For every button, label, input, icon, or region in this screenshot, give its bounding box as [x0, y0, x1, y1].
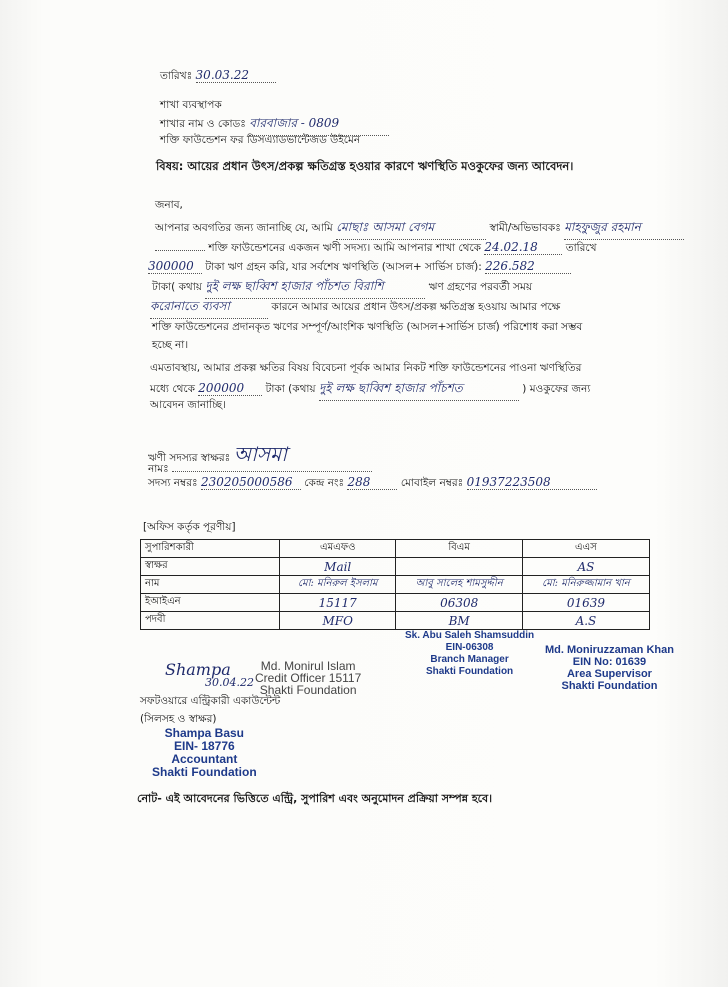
body-text: আপনার অবগতির জন্য জানাচ্ছি যে, আমি	[155, 222, 333, 234]
center-value: 288	[347, 475, 397, 490]
row-label: পদবী	[141, 612, 280, 630]
loan-date-value: 24.02.18	[484, 240, 562, 255]
table-row	[141, 540, 650, 558]
stamp-name: Sk. Abu Saleh Shamsuddin	[405, 630, 535, 641]
stamp-name: Md. Moniruzzaman Khan	[545, 644, 674, 656]
accountant-stamp	[152, 727, 257, 779]
body-p2-line-1: এমতাবস্থায়, আমার প্রকল্প ক্ষতির বিষয় বিবেচনা পূর্বক আমার নিকট শক্তি ফাউন্ডেশনের পাওনা ঋণস্থিতির	[150, 362, 582, 374]
table-cell: 15117	[280, 594, 396, 612]
stamp-name: Md. Monirul Islam	[260, 659, 356, 673]
table-row	[141, 576, 650, 594]
accountant-signature: Shampa	[165, 660, 231, 679]
body-text: টাকা( কথায়	[152, 281, 202, 293]
member-sign-label: ঋণী সদস্যর স্বাক্ষরঃ	[148, 452, 231, 464]
member-signature: আসমা	[233, 442, 288, 466]
stamp-title: Area Supervisor	[566, 668, 652, 680]
row-label: নাম	[141, 576, 280, 594]
table-cell: Mail	[280, 558, 396, 576]
bm-stamp	[405, 630, 534, 678]
stamp-title: Branch Manager	[430, 654, 509, 665]
stamp-org: Shakti Foundation	[561, 680, 658, 692]
member-name-value: মোছাঃ আসমা বেগম	[336, 219, 486, 240]
body-line-5	[150, 298, 560, 319]
stamp-name: Shampa Basu	[164, 726, 245, 740]
member-number-row	[148, 475, 597, 493]
table-row	[141, 558, 650, 576]
office-heading: [অফিস কর্তৃক পূরণীয়]	[143, 521, 236, 533]
mobile-value: 01937223508	[467, 475, 597, 490]
row-label: ইআইএন	[141, 594, 280, 612]
balance-words-value: দুই লক্ষ ছাব্বিশ হাজার পাঁচশত বিরাশি	[205, 278, 425, 299]
subject-line: বিষয়: আয়ের প্রধান উৎস/প্রকল্প ক্ষতিগ্রস্ত হওয়ার কারণে ঋণস্থিতি মওকুফের জন্য আবেদন।	[156, 159, 574, 173]
col-header: এএস	[522, 540, 649, 558]
col-header: সুপারিশকারী	[141, 540, 280, 558]
mobile-label: মোবাইল নম্বরঃ	[400, 477, 464, 489]
accountant-seal-note: (সিলসহ ও স্বাক্ষর)	[140, 713, 217, 725]
body-text: শক্তি ফাউন্ডেশনের একজন ঋণী সদস্য। আমি আপনার শাখা থেকে	[208, 242, 482, 254]
body-text: তারিখে	[565, 242, 597, 254]
table-cell: মো: মনিরুল ইসলাম	[280, 576, 396, 594]
body-text: স্বামী/অভিভাবকঃ	[489, 222, 561, 234]
stamp-org: Shakti Foundation	[259, 683, 357, 697]
org-line: শক্তি ফাউন্ডেশন ফর ডিসএ্যাডভান্টেজড উইমেন	[160, 134, 361, 146]
stamp-title: Accountant	[171, 752, 238, 766]
body-line-1	[155, 219, 684, 240]
branch-label: শাখার নাম ও কোডঃ	[160, 118, 246, 130]
table-cell: BM	[396, 612, 522, 630]
table-cell: AS	[522, 558, 649, 576]
table-row	[141, 594, 650, 612]
col-header: বিএম	[396, 540, 522, 558]
stamp-org: Shakti Foundation	[425, 666, 514, 677]
table-cell: 06308	[396, 594, 522, 612]
body-line-7: হচ্ছে না।	[152, 339, 189, 351]
table-cell	[396, 558, 522, 576]
body-line-6: শক্তি ফাউন্ডেশনের প্রদানকৃত ঋণের সম্পূর্ণ/আংশিক ঋণস্থিতি (আসল+সার্ভিস চার্জ) পরিশোধ করা সম্ভব	[152, 321, 583, 333]
date-label: তারিখঃ	[160, 70, 193, 82]
waiver-words-value: দুই লক্ষ ছাব্বিশ হাজার পাঁচশত	[319, 380, 519, 401]
body-text: ঋণ গ্রহণের পরবর্তী সময়	[428, 281, 533, 293]
date-value: 30.03.22	[196, 68, 276, 83]
footer-note: নোট- এই আবেদনের ভিত্তিতে এন্ট্রি, সুপারিশ এবং অনুমোদন প্রক্রিয়া সম্পন্ন হবে।	[137, 792, 493, 805]
stamp-ein: EIN No: 01639	[572, 656, 647, 668]
body-text: মধ্যে থেকে	[150, 383, 195, 395]
salutation: জনাব,	[155, 199, 183, 211]
body-text: কারনে আমার আয়ের প্রধান উৎস/প্রকল্প ক্ষতিগ্রস্ত হওয়ায় আমার পক্ষে	[271, 301, 561, 313]
body-line-2	[155, 240, 597, 258]
table-cell: মো: মনিরুজ্জামান খান	[522, 576, 649, 594]
member-name-label: নামঃ	[148, 463, 169, 475]
cause-value: করোনাতে ব্যবসা	[150, 298, 268, 319]
balance-value: 226.582	[485, 259, 571, 274]
body-text: টাকা (কথায়	[265, 383, 316, 395]
body-line-4	[152, 278, 532, 299]
table-row	[141, 612, 650, 630]
member-number-value: 230205000586	[201, 475, 301, 490]
addressee: শাখা ব্যবস্থাপক	[160, 99, 222, 111]
center-label: কেন্দ্র নংঃ	[304, 477, 345, 489]
table-cell: আবু সালেহ শামসুদ্দীন	[396, 576, 522, 594]
body-text: টাকা ঋণ গ্রহন করি, যার সর্বশেষ ঋণস্থিতি (আসল+ সার্ভিস চার্জ):	[205, 261, 482, 273]
accountant-caption: সফটওয়ারে এন্ট্রিকারী একাউন্টেন্ট	[140, 695, 281, 707]
loan-amount-value: 300000	[148, 259, 202, 274]
table-cell: MFO	[280, 612, 396, 630]
body-text: ) মওকুফের জন্য	[522, 383, 591, 395]
body-line-3	[148, 259, 571, 277]
stamp-title: Credit Officer 15117	[255, 671, 362, 685]
table-cell: 01639	[522, 594, 649, 612]
accountant-sign-date: 30.04.22	[205, 676, 254, 689]
date-row	[160, 68, 276, 86]
row-label: স্বাক্ষর	[141, 558, 280, 576]
branch-value: বারবাজার - 0809	[249, 115, 389, 136]
member-number-label: সদস্য নম্বরঃ	[148, 477, 198, 489]
table-cell: A.S	[522, 612, 649, 630]
waiver-amount-value: 200000	[198, 381, 262, 396]
stamp-ein: EIN-06308	[445, 642, 494, 653]
stamp-org: Shakti Foundation	[152, 765, 257, 779]
col-header: এমএফও	[280, 540, 396, 558]
body-p2-line-3: আবেদন জানাচ্ছি।	[150, 399, 226, 411]
guardian-value: মাহফুজুর রহমান	[564, 219, 684, 240]
recommendation-table	[140, 539, 650, 630]
as-stamp	[545, 644, 674, 692]
stamp-ein: EIN- 18776	[173, 739, 235, 753]
mfo-stamp	[255, 660, 361, 696]
